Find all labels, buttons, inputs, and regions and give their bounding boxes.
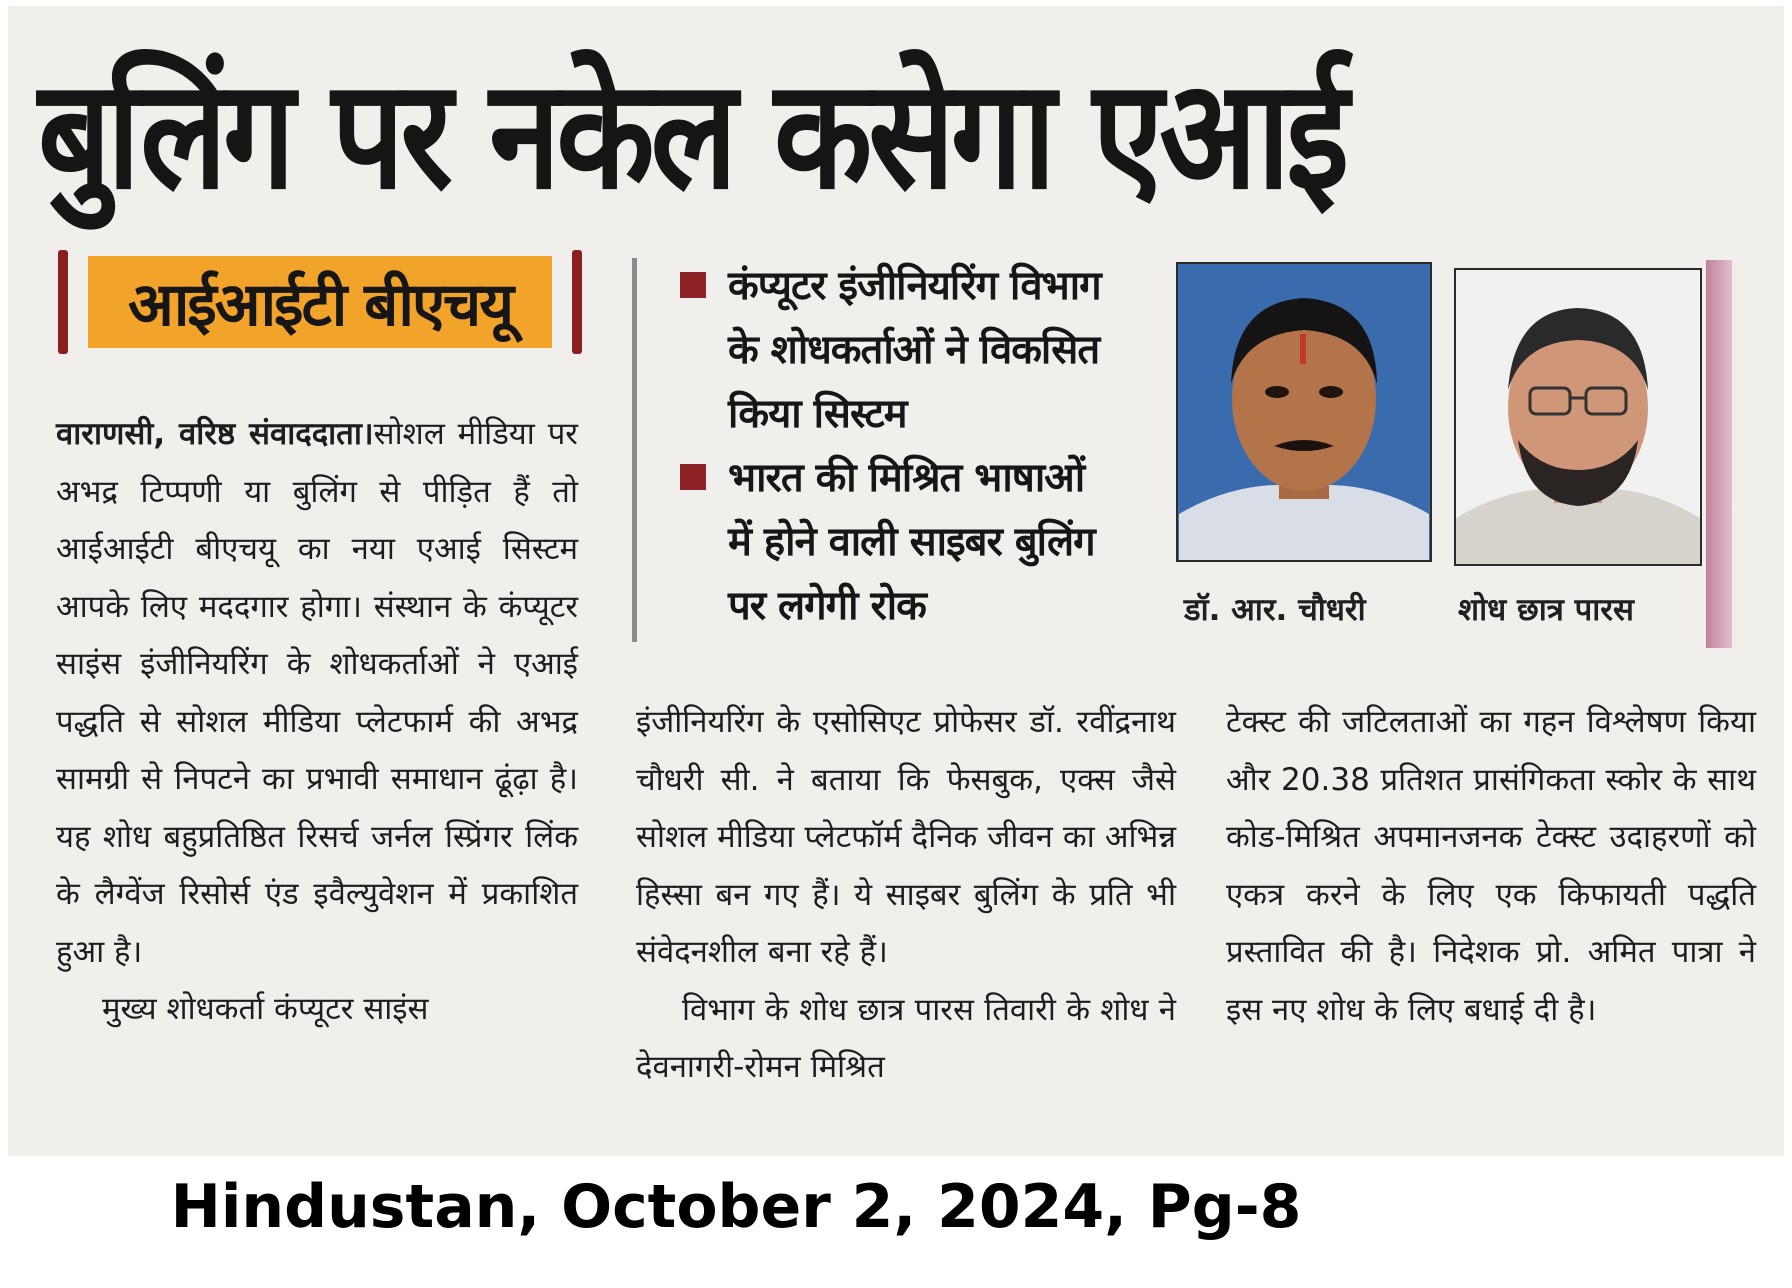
article-column-2 [636,694,1176,1097]
column2-paragraph-1: इंजीनियरिंग के एसोसिएट प्रोफेसर डॉ. रवींद्रनाथ चौधरी सी. ने बताया कि फेसबुक, एक्स जैसे सोशल मीडिया प्लेटफॉर्म दैनिक जीवन का अभिन्न हिस्सा बन गए हैं। ये साइबर बुलिंग के प्रति भी संवेदनशील बना रहे हैं। [636,704,1176,970]
highlights-divider [632,258,637,642]
portrait-image [1456,270,1700,564]
highlights-list [668,254,1108,638]
student-caption: शोध छात्र पारस [1458,592,1634,628]
bullet-square-icon [680,272,706,298]
student-photo [1454,268,1702,566]
professor-photo [1176,262,1432,562]
highlight-text: भारत की मिश्रित भाषाओं में होने वाली साइबर बुलिंग पर लगेगी रोक [728,455,1095,629]
column1-paragraph-1: सोशल मीडिया पर अभद्र टिप्पणी या बुलिंग से पीड़ित हैं तो आईआईटी बीएचयू का नया एआई सिस्टम आपके लिए मददगार होगा। संस्थान के कंप्यूटर साइंस इंजीनियरिंग के शोधकर्ताओं ने एआई पद्धति से सोशल मीडिया प्लेटफार्म की अभद्र सामग्री से निपटने का प्रभावी समाधान ढूंढ़ा है। यह शोध बहुप्रतिष्ठित रिसर्च जर्नल स्प्रिंगर लिंक के लैग्वेंज रिसोर्स एंड इवैल्युवेशन में प्रकाशित हुआ है। [56,416,578,970]
tag-left-bar [58,250,68,354]
article-column-3 [1226,694,1756,1039]
tag-label: आईआईटी बीएचयू [127,270,513,340]
portrait-image [1178,264,1430,560]
column2-paragraph-2: विभाग के शोध छात्र पारस तिवारी के शोध ने देवनागरी-रोमन मिश्रित [636,991,1176,1085]
newspaper-clipping [8,6,1784,1156]
column3-paragraph-1: टेक्स्ट की जटिलताओं का गहन विश्लेषण किया और 20.38 प्रतिशत प्रासंगिकता स्कोर के साथ कोड-मिश्रित अपमानजनक टेक्स्ट उदाहरणों को एकत्र करने के लिए एक किफायती पद्धति प्रस्तावित की है। निदेशक प्रो. अमित पात्रा ने इस नए शोध के लिए बधाई दी है। [1226,704,1756,1028]
column1-paragraph-2: मुख्य शोधकर्ता कंप्यूटर साइंस [102,991,429,1027]
source-line: Hindustan, October 2, 2024, Pg-8 [170,1172,1302,1242]
article-column-1 [56,406,578,1039]
bullet-square-icon [680,464,706,490]
highlight-text: कंप्यूटर इंजीनियरिंग विभाग के शोधकर्ताओं ने विकसित किया सिस्टम [728,263,1101,437]
tag-right-bar [572,250,582,354]
section-tag [58,250,582,354]
source-citation [0,1172,1792,1242]
dateline: वाराणसी, वरिष्ठ संवाददाता। [56,416,374,452]
headline: बुलिंग पर नकेल कसेगा एआई [38,47,1346,224]
decorative-side-bar [1706,260,1732,648]
professor-caption: डॉ. आर. चौधरी [1184,592,1366,628]
highlight-item [668,446,1108,638]
tag-box [88,256,552,348]
highlight-item [668,254,1108,446]
